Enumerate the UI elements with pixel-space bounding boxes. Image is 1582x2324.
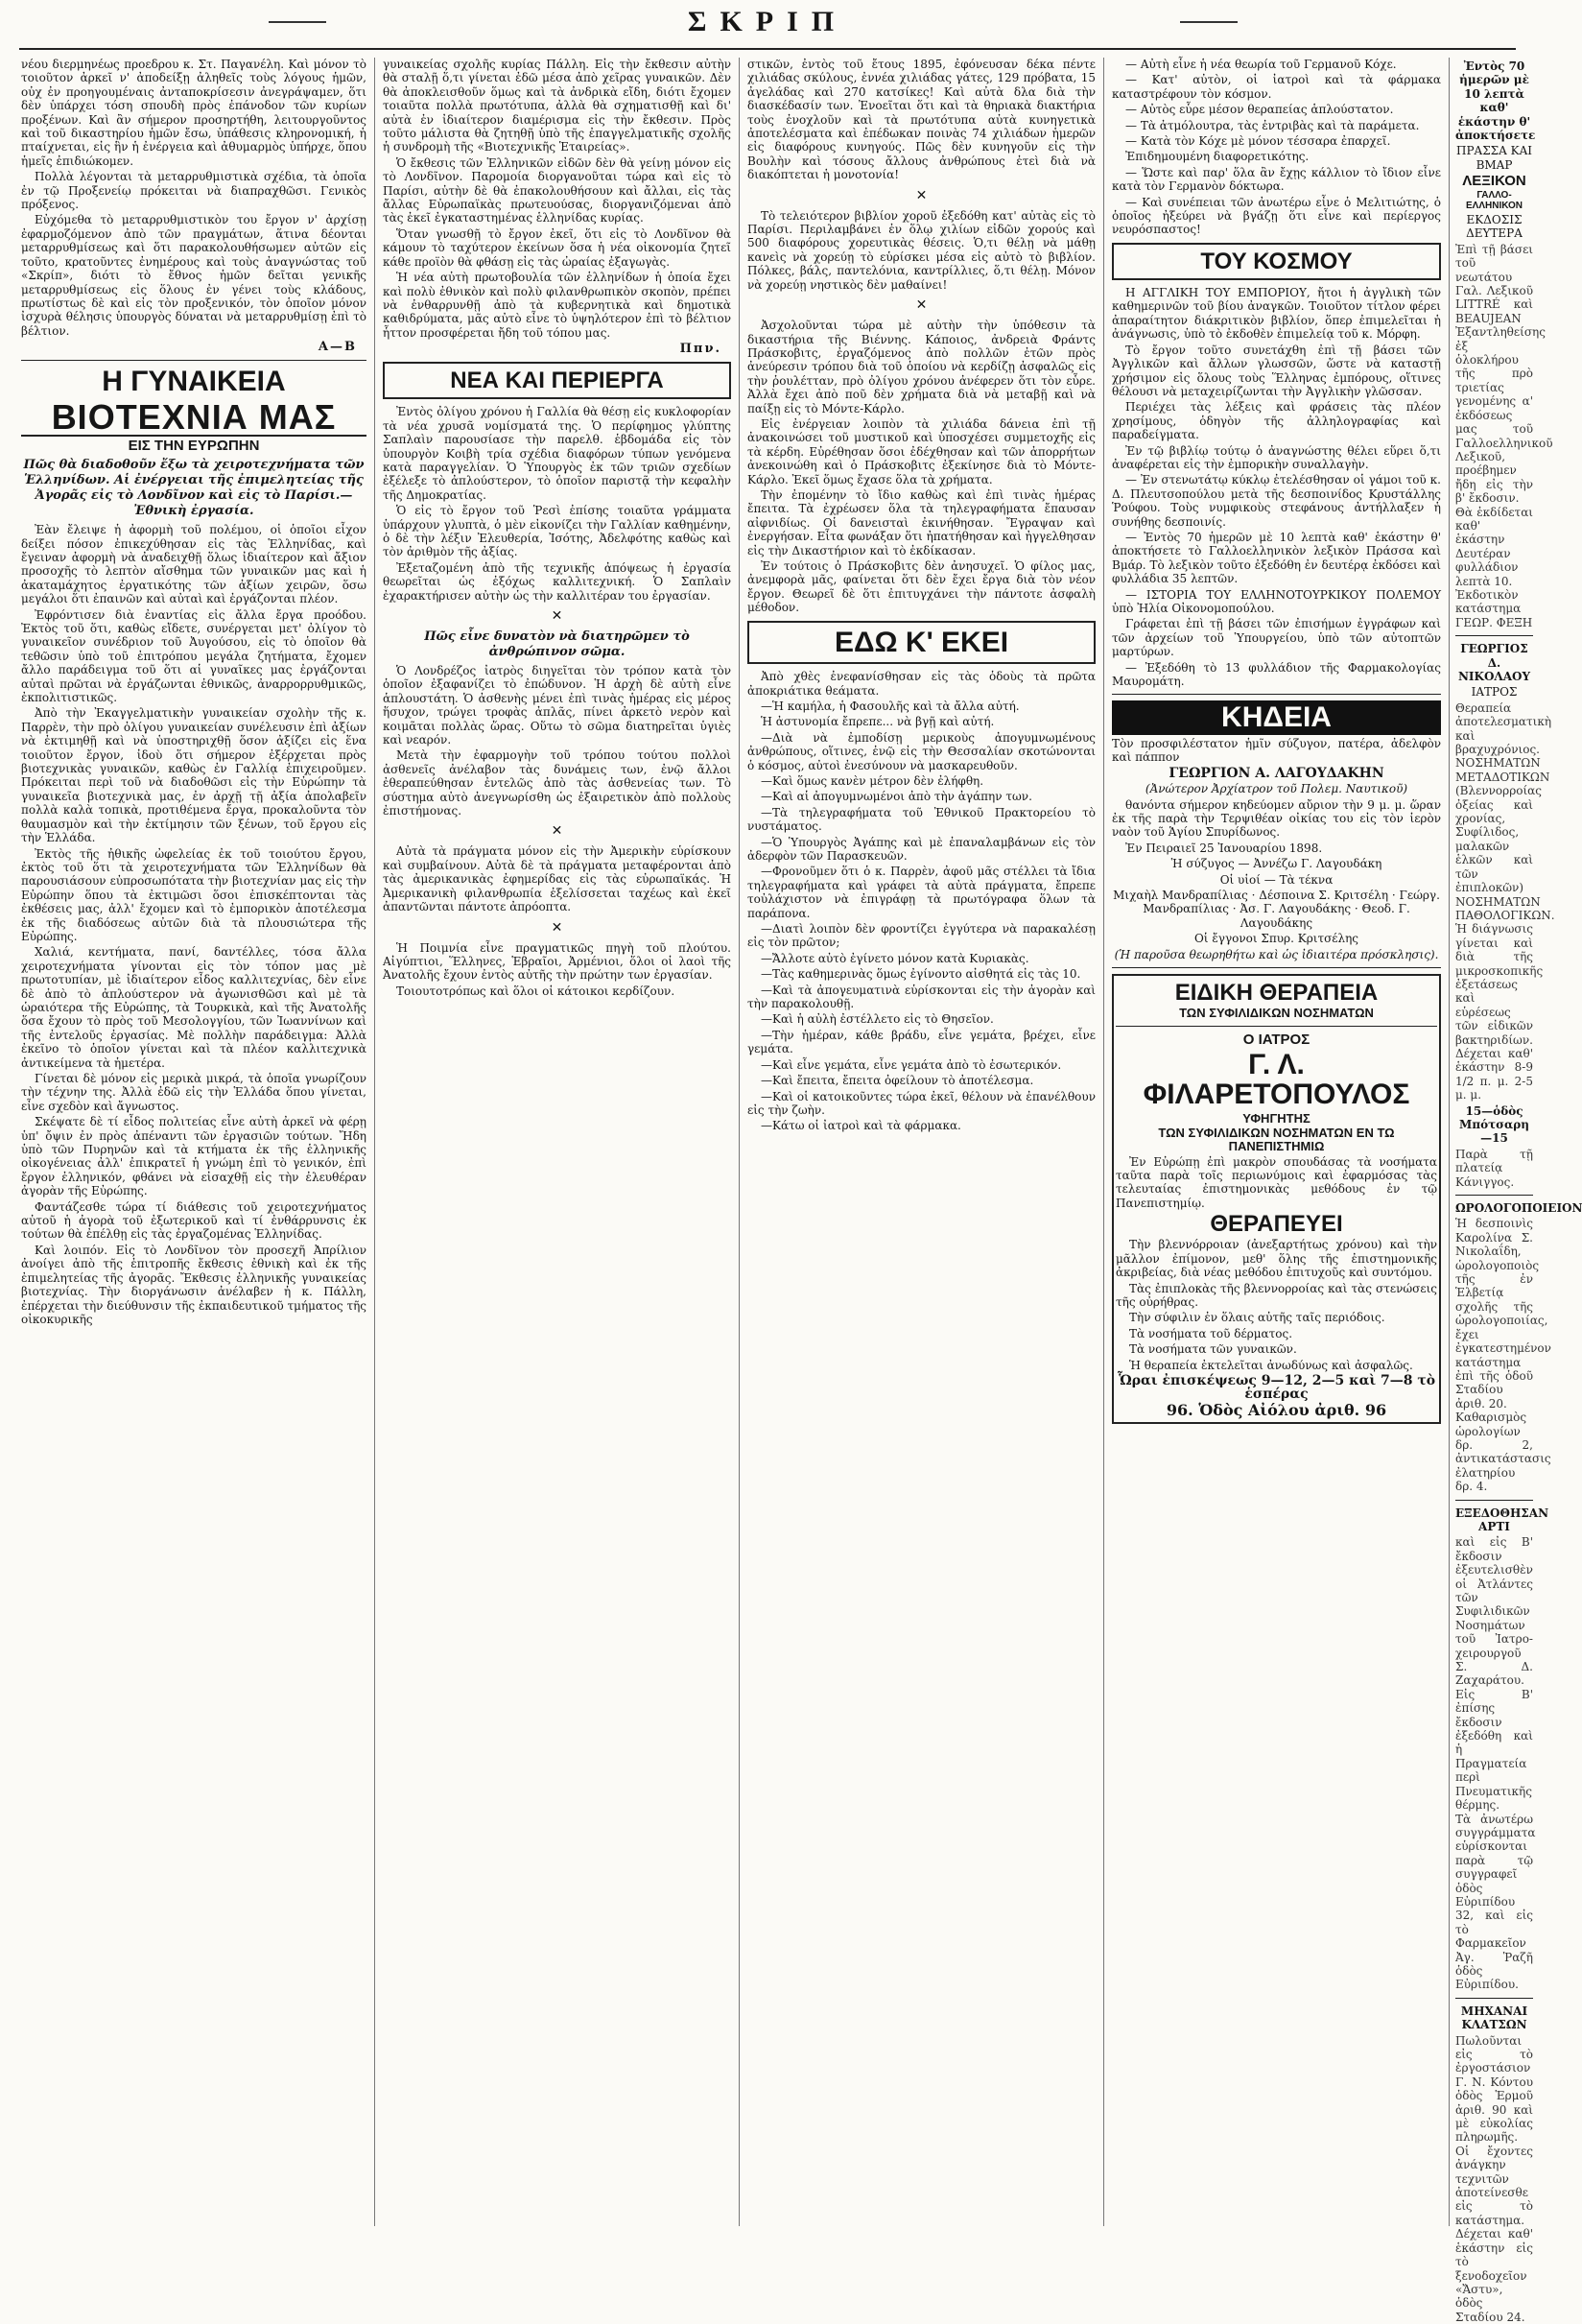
family-line: Μιχαὴλ Μανδραπίλιας · Δέσποινα Σ. Κριτσέλη · Γεώργ. Μανδραπίλιας · Ἀσ. Γ. Λαγουδάκης · Θεοδ. Γ. Λαγουδάκης xyxy=(1113,889,1440,930)
section-header-box xyxy=(383,362,731,399)
ad-subheadline: ΤΩΝ ΣΥΦΙΛΙΔΙΚΩΝ ΝΟΣΗΜΑΤΩΝ ΕΝ ΤΩ ΠΑΝΕΠΙΣΤΗΜΙΩ xyxy=(1158,1126,1395,1153)
article-paragraph: —Καὶ αἱ ἀπογυμνωμένοι ἀπὸ τὴν ἀγάπην των. xyxy=(761,790,1032,804)
headline-sub: ΕΙΣ ΤΗΝ ΕΥΡΩΠΗΝ xyxy=(128,438,260,455)
masthead-rule-right xyxy=(1180,21,1238,23)
article-paragraph: — Αὐτὴ εἶνε ἡ νέα θεωρία τοῦ Γερμανοῦ Κόχε. xyxy=(1125,58,1397,71)
ad-text: Τὰ νοσήματα τοῦ δέρματος. xyxy=(1129,1326,1293,1340)
deceased-name: ΓΕΩΡΓΙΟΝ Α. ΛΑΓΟΥΔΑΚΗΝ xyxy=(1169,765,1384,781)
section-headline: ΤΟΥ ΚΟΣΜΟΥ xyxy=(1200,248,1353,274)
section-headline: ΕΔΩ Κ' ΕΚΕΙ xyxy=(834,626,1009,658)
ad-headline: ΜΗΧΑΝΑΙ ΚΛΑΤΣΩΝ xyxy=(1460,2004,1528,2032)
ad-headline: ΓΕΩΡΓΙΟΣ Δ. ΝΙΚΟΛΑΟΥ xyxy=(1457,642,1531,683)
article-paragraph: Ἡ Ποιμνία εἶνε πραγματικῶς πηγὴ τοῦ πλούτου. Αἰγύπτιοι, Ἕλληνες, Ἑβραῖοι, Ἀρμένιοι, ὅλοι οἱ λαοὶ τῆς Ἀνατολῆς ἔχουν ἐντὸς αὐτῆς τὴν πρώτην των ἐργασίαν. xyxy=(383,940,731,983)
family-line: Οἱ υἱοί — Τὰ τέκνα xyxy=(1219,872,1334,887)
article-paragraph: —Τὰς καθημερινὰς ὅμως ἐγίνοντο αἰσθητά εἰς τὰς 10. xyxy=(761,967,1081,982)
article-paragraph: —Κάτω οἱ ἰατροὶ καὶ τὰ φάρμακα. xyxy=(761,1119,961,1133)
article-paragraph: Γράφεται ἐπὶ τῇ βάσει τῶν ἐπισήμων ἐγγράφων καὶ τῶν ἀρχείων τοῦ Ὑπουργείου, ὑπὸ τῶν αὐτοπτῶν μαρτύρων. xyxy=(1112,617,1441,659)
article-paragraph: Ὁ εἰς τὸ ἔργον τοῦ Ῥεσὶ ἐπίσης τοιαῦτα γράμματα ὑπάρχουν γλυπτὰ, ὁ μὲν εἰκονίζει τὴν Γαλλίαν καθημένην, ὁ δὲ τὴν λέξιν Ἐλευθερία, Ἰσότης, Ἀδελφότης καθὼς καὶ τὸν ἀριθμὸν τῆς ἀξίας. xyxy=(383,504,731,559)
ad-subheadline: Ο ΙΑΤΡΟΣ xyxy=(1242,1031,1310,1048)
ad-headline: Ἐντὸς 70 ἡμερῶν μὲ 10 λεπτὰ καθ' ἑκάστην θ' ἀποκτήσετε xyxy=(1455,59,1536,143)
ad-text: Ἡ δεσποινὶς Καρολίνα Σ. Νικολαΐδη, ὡρολογοποιὸς τῆς ἐν Ἑλβετίᾳ σχολῆς τῆς ὡρολογοποιίας, ἔχει ἐγκατεστημένον κατάστημα ἐπὶ τῆς ὁδοῦ Σταδίου ἀριθ. 20. xyxy=(1455,1217,1551,1411)
article-paragraph: Ἐξεταζομένη ἀπὸ τῆς τεχνικῆς ἀπόψεως ἡ ἐργασία θεωρεῖται ὡς ἐξόχως καλλιτεχνική. Ὁ Σαπλαὶν ἐχαρακτήρισεν αὐτὴν ὡς τὴν καλλιτέραν του ἐργασίαν. xyxy=(383,560,731,603)
ad-text: Τὴν σύφιλιν ἐν ὅλαις αὐτῆς ταῖς περιόδοις. xyxy=(1129,1311,1385,1325)
article-paragraph: Ἀπὸ τὴν Ἐκαγγελματικὴν γυναικείαν σχολὴν τῆς κ. Παρρὲν, τὴν πρὸ ὀλίγου γυναικείαν συνέλευσιν ἐπὶ ἀξίων νὰ ἐκτιμηθῇ καὶ νὰ ὑποστηριχθῇ ὅσον ἀξίζει εἰς ἕνα τοιοῦτον ἔργον, ἰδοὺ ὅτι σήμερον ἐξέρχεται πρὸς βιοτεχνικὰς γυναικῶν, καθὼς ἐν Γαλλίᾳ ἐπιχειροῦμεν. Πρόκειται περὶ τοῦ νὰ διαδοθῶσι εἰς τὴν Εὐρώπην τὰ γυναικεῖα βιοτεχνικὰ μας, ἐν ἀρχῇ τῇ ἀξία ἀπολαβεῖν πολλὰ καλὰ τοπικὰ, προτιθέμενα ἔργα, προκαλοῦντα τὸν θαυμασμὸν καὶ τὴν ἐκτίμησιν τῶν ξένων, τοῦ ἔργου εἰς τὴν Ἑλλάδα. xyxy=(21,706,366,845)
ad-subheadline: ΕΚΔΟΣΙΣ ΔΕΥΤΕΡΑ xyxy=(1466,213,1523,241)
article-paragraph: —Τὴν ἡμέραν, κάθε βράδυ, εἶνε γεμάτα, βρέχει, εἶνε γεμάτα. xyxy=(747,1028,1096,1056)
article-paragraph: — Καὶ συνέπειαι τῶν ἀνωτέρω εἶνε ὁ Μελιτιώτης, ὁ ὁποῖος ἠξεύρει νὰ βγάζῃ ὅτι εἶνε καὶ περίεργος νευρόσπαστος! xyxy=(1112,195,1441,237)
article-paragraph: νέου διερμηνέως προεδρου κ. Στ. Παγανέλη. Καὶ μόνον τὸ τοιοῦτον ἀρκεῖ ν' ἀποδείξῃ ἀληθεῖς τοὺς λόγους ἡμῶν, οὐχ ἐν προηγουμέναις ἀνταποκρίσεσιν ἀνεγράψαμεν, ὅτι δὲν ὑπάρχει τόση σπουδὴ πρὸς ἐπάνοδον τῶν κυρίων προξένων. Καὶ ἂν σήμερον προσηρτήθη, λειτουργοῦντος καὶ τοῦ δικαστηρίου ἡμῶν ἔσω, ὑπάθεσις κληρονομική, ἡ πταίχνεται, εἰς ἣν ἡ ἐνέργεια καὶ ἀθυμαρμὸς ὑπήρχε, ὅπου ἡμεῖς ἐπιδιώκομεν. xyxy=(21,58,366,168)
family-line: (Ἡ παροῦσα θεωρηθήτω καὶ ὡς ἰδιαιτέρα πρόσκλησις). xyxy=(1114,947,1439,961)
section-headline: ΝΕΑ ΚΑΙ ΠΕΡΙΕΡΓΑ xyxy=(450,368,664,394)
ad-text: Τὰ ἀνωτέρω συγγράμματα εὑρίσκονται παρὰ τῷ συγγραφεῖ ὁδὸς Εὐριπίδου 32, καὶ εἰς τὸ Φαρμακεῖον Ἀγ. Ῥαζῆ ὁδὸς Εὐριπίδου. xyxy=(1455,1812,1536,1992)
article-paragraph: Η ΑΓΓΛΙΚΗ ΤΟΥ ΕΜΠΟΡΙΟΥ, ἤτοι ἡ ἀγγλικὴ τῶν καθημερινῶν τοῦ βίου ἀναγκῶν. Τοιοῦτον τίτλον φέρει ἀπαραίτητον διάκριτικὸν βιβλίον, ὅπερ ἐπιμελεῖται ἡ ἀνάγνωσις, ὑπὸ τὸ ἐκδοθὲν ἐπιμελείᾳ τοῦ κ. Μόρφη. xyxy=(1112,286,1441,342)
ad-text: καὶ εἰς Β' ἔκδοσιν ἐξευτελισθὲν οἱ Ἀτλάντες τῶν Συφιλιδικῶν Νοσημάτων τοῦ Ἰατρο-χειρουργοῦ Σ. Δ. Ζαχαράτου. xyxy=(1455,1535,1533,1688)
article-paragraph: Τοιουτοτρόπως καὶ ὅλοι οἱ κάτοικοι κερδίζουν. xyxy=(396,984,675,998)
article-paragraph: Ἐὰν ἔλειψε ἡ ἀφορμὴ τοῦ πολέμου, οἱ ὁποῖοι εἶχον δείξει πόσον ἐπικεχύθησαν εἰς τὰς Ἑλληνίδας, καὶ ἔγειναν ἀφορμὴ νὰ ἀναδειχθῇ ὅλως ἰδιαίτερον καὶ ἄξιον προσοχῆς τὸ λεπτὸν αἴσθημα τῶν γυναικῶν μας καὶ ἡ ἀκαταμάχητος ἐργατικότης τῶν ἀξίων χειρῶν, ὅσω μεγάλοι ὅτι ἐπαινῶν καὶ αὐταὶ καὶ ἐργάζονται πλέον. xyxy=(21,523,366,606)
separator-mark: ✕ xyxy=(915,187,928,203)
ad-text: Παρὰ τῇ πλατείᾳ Κάνιγγος. xyxy=(1455,1147,1533,1189)
article-paragraph: —Τὰ τηλεγραφήματα τοῦ Ἐθνικοῦ Πρακτορείου τὸ νυστάματος. xyxy=(747,805,1096,834)
separator-mark: ✕ xyxy=(551,823,563,840)
divider xyxy=(1455,635,1533,636)
article-paragraph: —Καὶ ὅμως κανὲν μέτρον δὲν ἐλήφθη. xyxy=(761,773,984,788)
separator-mark: ✕ xyxy=(551,919,563,936)
headline: Η ΓΥΝΑΙΚΕΙΑ xyxy=(102,366,286,398)
article-paragraph: —Διατὶ λοιπὸν δὲν φροντίζει ἐγγύτερα νὰ παρακαλέσῃ εἰς τὸν πρῶτον; xyxy=(747,922,1096,950)
divider xyxy=(1455,1195,1533,1196)
article-paragraph: — Κατὰ τὸν Κόχε μὲ μόνον τέσσαρα ἐπαρχεῖ. xyxy=(1125,134,1391,149)
ad-text: Δέχεται καθ' ἑκάστην 8-9 1/2 π. μ. 2-5 μ. μ. xyxy=(1455,1046,1533,1103)
article-paragraph: Ὁ Λονδρέζος ἰατρὸς διηγεῖται τὸν τρόπον κατὰ τὸν ὁποῖον ἐξαφανίζει τὸ ἐπώδυνον. Ἡ ἀρχὴ δὲ αὐτὴ εἶνε ἁπλουστάτη. Ὁ ἀσθενὴς μένει ἐπὶ τινὰς ἡμέρας εἰς μέρος ἥσυχον, τρώγει τροφὰς ἀπλᾶς, πίνει ἀρκετὸ νερὸν καὶ κοιμᾶται πολλὰς ὥρας. Οὕτω τὸ σῶμα διατηρεῖται ὑγιὲς καὶ νεαρόν. xyxy=(383,664,731,747)
ad-text: Πωλοῦνται εἰς τὸ ἐργοστάσιον Γ. Ν. Κόντου ὁδὸς Ἑρμοῦ ἀριθ. 90 καὶ μὲ εὐκολίας πληρωμῆς. xyxy=(1455,2033,1533,2145)
ad-text: Τὰ νοσήματα τῶν γυναικῶν. xyxy=(1129,1342,1297,1357)
section-header-box xyxy=(747,621,1096,665)
family-line: Ἡ σύζυγος — Ἀννέζω Γ. Λαγουδάκη xyxy=(1170,857,1382,871)
article-paragraph: Ἐπιδημουμένη διαφορετικότης. xyxy=(1125,150,1310,164)
article-paragraph: Ἀσχολοῦνται τώρα μὲ αὐτὴν τὴν ὑπόθεσιν τὰ δικαστήρια τῆς Βιέννης. Κάποιος, ἀνδρειὰ Φράντς Πράσκοβιτς, ἐργαζόμενος ἀπὸ πολλῶν ἐτῶν πρὸς ἀνεύρεσιν τρόπου διὰ τοῦ ὁποίου νὰ κερδίζῃ ἀσφαλῶς εἰς τὴν ῥουλέτταν, πρὸ ὀλίγου χρόνου ἀνέφερεν ὅτι τὸν εὗρε. Ἀλλὰ ἔχει ἀπὸ ποῦ δὲν χρήματα διὰ νὰ μεταβῇ καὶ νὰ παίξῃ εἰς τὸ Μόντε-Κάρλο. xyxy=(747,319,1096,415)
article-paragraph: —Ἡ καμήλα, ἡ Φασουλῆς καὶ τὰ ἄλλα αὐτή. xyxy=(761,699,1020,713)
ad-headline: ΕΙΔΙΚΗ ΘΕΡΑΠΕΙΑ xyxy=(1174,980,1379,1007)
ad-subheadline: ΠΡΑΣΣΑ ΚΑΙ ΒΜΑΡ xyxy=(1455,144,1533,172)
article-paragraph: Ἀπὸ χθὲς ἐνεφανίσθησαν εἰς τὰς ὁδοὺς τὰ πρῶτα ἀποκριάτικα θεάματα. xyxy=(747,670,1096,698)
article-paragraph: γυναικείας σχολῆς κυρίας Πάλλη. Εἰς τὴν ἔκθεσιν αὐτὴν θὰ σταλῇ ὅ,τι γίνεται ἐδῶ μέσα ἀπὸ χεῖρας γυναικῶν. Δὲν θὰ ἀποκλεισθοῦν ὅμως καὶ τὰ ἀνδρικὰ εἴδη, διότι ἔχομεν τοιαῦτα πολλὰ πρωτότυπα, ἀλλὰ θὰ σχηματισθῇ καὶ δι' αὐτὰ ἐν ἰδιαίτερον διαμέρισμα εἰς τὴν ἔκθεσιν. Πρὸς τοῦτο μάλιστα θὰ ζητηθῇ ὑπὸ τῆς ἐπαγγελματικῆς σχολῆς ἡ συνδρομὴ τῆς «Βιοτεχνικῆς Ἑταιρείας». xyxy=(383,58,731,154)
ad-text: ΝΟΣΗΜΑΤΩΝ ΜΕΤΑΔΟΤΙΚΩΝ (Βλεννορροίας ὀξείας καὶ χρονίας, Συφίλιδος, μαλακῶν ἑλκῶν καὶ τῶν ἐπιπλοκῶν) ΝΟΣΗΜΑΤΩΝ ΠΑΘΟΛΟΓΙΚΩΝ. xyxy=(1455,756,1555,922)
article-signature: Α—Β xyxy=(318,340,357,355)
separator-mark: ✕ xyxy=(915,297,928,314)
divider xyxy=(1455,1500,1533,1501)
column-4 xyxy=(1103,58,1449,2226)
article-paragraph: —Καὶ τὰ ἀπογευματινὰ εὑρίσκονται εἰς τὴν ἀγορὰν καὶ τὴν παρακολουθῇ. xyxy=(747,983,1096,1011)
article-paragraph: στικῶν, ἐντὸς τοῦ ἔτους 1895, ἐφόνευσαν δέκα πέντε χιλιάδας σκύλους, ἐννέα χιλιάδας γάτες, 129 πρόβατα, 15 ἀγελάδας καὶ 270 κατσίκες! Καὶ αὐτὰ δλα διὰ τὴν διασκέδασίν των. Ἐνοεῖται ὅτι καὶ τὰ θηριακὰ διακτήρια τοὺς ἐνοχλοῦν καὶ τὰ πρωτότυπα αὐτὰ κυνηγετικὰ ἀποτελέσματα καὶ ἐπέδωκαν ποινὰς 74 χιλιάδων ἡμερῶν εἰς διαφόρους κυνηγούς. Πῶς δὲν κυνηγοῦν εἰς τὴν Βουλὴν καὶ τόσους ἄλλους ἀνθρώπους ἐτεὶ διὰ νὰ διακόπτεται ἡ μονοτονία! xyxy=(747,58,1096,182)
section-header-box xyxy=(1112,243,1441,280)
article-paragraph: Ἐν τῷ βιβλίῳ τούτῳ ὁ ἀναγνώστης θέλει εὕρει ὅ,τι ἀναφέρεται εἰς τὴν ἐμπορικὴν συναλλαγὴν. xyxy=(1112,443,1441,471)
article-paragraph: Περιέχει τὰς λέξεις καὶ φράσεις τὰς πλέον χρησίμους, ὁδηγὸν τῆς ἀλληλογραφίας καὶ παραδείγματα. xyxy=(1112,400,1441,442)
ad-doctor-name: Γ. Λ. ΦΙΛΑΡΕΤΟΠΟΥΛΟΣ xyxy=(1143,1048,1410,1111)
funeral-text: Τὸν προσφιλέστατον ἡμῖν σύζυγον, πατέρα, ἀδελφὸν καὶ πάππον xyxy=(1112,736,1441,765)
article-paragraph: Ἐφρόντισεν διὰ ἐναντίας εἰς ἄλλα ἔργα προόδου. Ἐκτὸς τοῦ ὅτι, καθὼς εἴδετε, συνέργεται μετ' ὀλίγον τὸ γυναικεῖον συνέδριον τοῦ Ἀυγούσου, εἰς τὸ ὁποῖον θὰ τεθῶσιν ὑπὸ τοῦ ἐπιτρόπου μεγάλα ζητήματα, ἔχομεν ἄλλο παράδειγμα τοῦ ὅτι αἱ γυναῖκες μας ἐργάζονται αὐταὶ πρῶται νὰ ἐργάζωνται ἐθνικῶς, ἀναρρορρυθμικῶς, ἐκπολιτιστικῶς. xyxy=(21,607,366,705)
article-paragraph: —Φρονοῦμεν ὅτι ὁ κ. Παρρὲν, ἀφοῦ μᾶς στέλλει τὰ ἴδια τηλεγραφήματα καὶ γράφει τὰ αὐτὰ πράγματα, ἔπρεπε τοὐλάχιστον νὰ ἐπιγράφῃ τὰ πρωτόγραφα ὅλων τὰ παράπονα. xyxy=(747,865,1096,920)
article-paragraph: Ἡ νέα αὐτὴ πρωτοβουλία τῶν ἑλληνίδων ἡ ὁποία ἔχει καὶ πολὺ ἐθνικὸν καὶ πολὺ φιλανθρωπικὸν σκοπὸν, πρέπει νὰ ἐνθαρρυνθῇ ἀπὸ τὰ κυβερνητικὰ καὶ δημοτικὰ καθιδρύματα, μᾶς αὐτὸ εἶνε τὸ ὑψηλότερον ἐπὶ τὸ βέλτιον ἧττον προσφέρεται ἤδη τοῦ τόπου μας. xyxy=(383,271,731,340)
ad-headline: ΓΑΛΛΟ-ΕΛΛΗΝΙΚΟΝ xyxy=(1466,190,1523,211)
ad-text: Οἱ ἔχοντες ἀνάγκην τεχνιτῶν ἀποτείνεσθε εἰς τὸ κατάστημα. xyxy=(1455,2144,1533,2227)
article-paragraph: —Καὶ οἱ κατοικοῦντες τώρα ἐκεῖ, θέλουν νὰ ἐπανέλθουν εἰς τὴν ζωὴν. xyxy=(747,1089,1096,1117)
divider xyxy=(1112,967,1441,968)
masthead-rule xyxy=(19,48,1516,50)
divider xyxy=(1116,1026,1437,1027)
ad-address: 96. Ὁδὸς Αἰόλου ἀριθ. 96 xyxy=(1166,1400,1387,1419)
ad-text: Θὰ ἐκδίδεται καθ' ἑκάστην Δευτέραν φυλλάδιον λεπτὰ 10. xyxy=(1455,505,1533,588)
divider xyxy=(1112,694,1441,695)
ad-text: Ἡ διάγνωσις γίνεται καὶ διὰ τῆς μικροσκοπικῆς ἐξετάσεως καὶ εὑρέσεως τῶν εἰδικῶν βακτηριδίων. xyxy=(1455,922,1544,1047)
ad-text: Ἡ θεραπεία ἐκτελεῖται ἀνωδύνως καὶ ἀσφαλῶς. xyxy=(1129,1358,1413,1372)
ad-text: Ἐκδοτικὸν κατάστημα ΓΕΩΡ. ΦΕΞΗ xyxy=(1455,587,1533,629)
article-paragraph: Ὁ ἔκθεσις τῶν Ἑλληνικῶν εἰδῶν δὲν θὰ γείνῃ μόνον εἰς τὸ Λονδῖνον. Παρομοία διοργανοῦται τώρα καὶ εἰς τὸ Παρίσι, αὐτὴν δὲ θὰ ἐπακολουθήσουν καὶ ἄλλαι, εἰς τὰς ἄλλας Εὐρωπαϊκὰς πρωτευούσας, διοργανιζόμεναι ἀπὸ τὰς ἐκεῖ ἐγκαταστημένας ἑλληνίδας κυρίας. xyxy=(383,155,731,225)
article-paragraph: — Ἐξεδόθη τὸ 13 φυλλάδιον τῆς Φαρμακολογίας Μαυρομάτη. xyxy=(1112,660,1441,689)
ad-headline: ΩΡΟΛΟΓΟΠΟΙΕΙΟΝ xyxy=(1455,1201,1582,1216)
article-paragraph: Πολλὰ λέγονται τὰ μεταρρυθμιστικὰ σχέδια, τὰ ὁποῖα ἐν τῷ Προξενείῳ πρόκειται νὰ διαπραχθῶσι. Γενικὸς πρόξενος. xyxy=(21,170,366,212)
article-paragraph: Εἰς ἐνέργειαν λοιπὸν τὰ χιλιάδα δάνεια ἐπὶ τῇ ἀνακοινώσει τοῦ μυστικοῦ καὶ ὑποσχέσει συμμετοχῆς εἰς τὰ κέρδη. Εὐρέθησαν ὅσοι ἐδέχθησαν καὶ τῶν ἀπορρήτων ἀνεκοινώθη καὶ ὁ Πράσκοβιτς ἐξεκίνησε διὰ τὸ Μόντε-Κάρλο. Ἐκεῖ ὅμως ἔχασε ὅλα τὰ χρήματα. xyxy=(747,416,1096,486)
column-5 xyxy=(1449,58,1582,2324)
ad-text: Τὴν βλεννόρροιαν (ἀνεξαρτήτως χρόνου) καὶ τὴν μᾶλλον ἐπίμονον, μεθ' ὅλης τῆς ἐπιστημονικῆς ἀκριβείας, διὰ νέας μεθόδου ἐπιτυχοῦς καὶ συντόμου. xyxy=(1116,1238,1437,1280)
article-paragraph: Καὶ λοιπόν. Εἰς τὸ Λονδῖνον τὸν προσεχῆ Ἀπρίλιον ἀνοίγει ἀπὸ τῆς ἐπιτροπῆς ἔκθεσις ἐθνικὴ καὶ ἐκ τῆς ἐπιμελητείας τῆς ἀγορᾶς. Ἔκθεσις ἐλληνικῆς γυναικείας βιοτεχνίας. Τὴν διοργάνωσιν ἀνέλαβεν ἡ κ. Πάλλη, ἐπέρχεται τὴν διεύθυνσιν τῆς ἐκπαιδευτικοῦ τμήματος τῆς οἰκοκυρικῆς xyxy=(21,1243,366,1326)
article-paragraph: Ἐκτὸς τῆς ἠθικῆς ὠφελείας ἐκ τοῦ τοιούτου ἔργου, ἐκτὸς τοῦ ὅτι τὰ χειροτεχνήματα τῶν Ἑλληνίδων θὰ παρουσιάσουν εὐπροσωπότατα τὴν βιοτεχνίαν μας εἰς τὴν Εὐρώπην ὅπου τὰ ἐκτιμῶσι ὅσοι ἐπισκέπτονται τὰς ἐκθέσεις μας, ἀλλ' ἔχομεν καὶ τὸ ἐμπορικὸν ἀποτέλεσμα ἐκ τῆς διαδόσεως αὐτῶν διὰ τὰ πλουσιώτερα τῆς Εὐρώπης. xyxy=(21,846,366,943)
article-paragraph: — ΙΣΤΟΡΙΑ ΤΟΥ ΕΛΛΗΝΟΤΟΥΡΚΙΚΟΥ ΠΟΛΕΜΟΥ ὑπὸ Ἠλία Οἰκονομοπούλου. xyxy=(1112,587,1441,615)
ad-text: Τὰς ἐπιπλοκὰς τῆς βλεννορροίας καὶ τὰς στενώσεις τῆς οὐρήθρας. xyxy=(1116,1281,1437,1309)
article-paragraph: —Ὁ Ὑπουργὸς Ἀγάπης καὶ μὲ ἐπαναλαμβάνων εἰς τὸν ἀδερφὸν τῶν Παρασκευῶν. xyxy=(747,835,1096,863)
article-paragraph: —Καὶ εἶνε γεμάτα, εἶνε γεμάτα ἀπὸ τὸ ἐσωτερικόν. xyxy=(761,1057,1062,1072)
family-line: Οἱ ἔγγονοι Σπυρ. Κριτσέλης xyxy=(1193,932,1359,946)
funeral-text: θανόντα σήμερον κηδεύομεν αὔριον τὴν 9 μ. μ. ὥραν ἐκ τῆς παρὰ τὴν Τερψιθέαν οἰκίας του εἰς τὸν ἱερὸν ναὸν τοῦ Ἁγίου Σπυρίδωνος. xyxy=(1112,797,1441,840)
article-paragraph: Χαλιά, κεντήματα, πανί, δαντέλλες, τόσα ἄλλα χειροτεχνήματα γίνονται εἰς τὸν τόπον μας μὲ πρωτοτυπίαν, μὲ ἰδιαίτερον εἶδος καλλιτεχνίας, δὲν εἶνε δὲ ἀπὸ τὸ ἀπλούστερον νὰ ἀγωνισθῶσι καὶ μὲ τὰ ὡραιότερα τῆς Εὐρώπης, τὰ Τουρκικὰ, καὶ τῆς Ἀνατολῆς ὅσα ἔχουν τὸ πρὸς τοῦ Μεσολογγίου, τῶν Ἰωαννίνων καὶ τῆς ἐντελοῦς ἐργασίας. Μὲ πολλὴν παράδειγμα: Ἀλλὰ ἐκεῖνο τὸ ὁποῖον γίνεται καὶ τὰ πλέον καλλιτεχνικὰ ἀντικείμενα τὰ ἡμετέρα. xyxy=(21,945,366,1070)
divider xyxy=(21,360,366,361)
ad-headline: ΘΕΡΑΠΕΥΕΙ xyxy=(1210,1211,1343,1238)
article-paragraph: Ὅταν γνωσθῇ τὸ ἔργον ἐκεῖ, ὅτι εἰς τὸ Λονδῖνον θὰ κάμουν τὸ ταχύτερον ἐκείνων ὅσα ἡ νέα οἰκονομία ζητεῖ κάθε προϊὸν θὰ φθάσῃ εἰς τὰς ὠραίας ἐξαγωγὰς. xyxy=(383,226,731,269)
article-paragraph: Εὐχόμεθα τὸ μεταρρυθμιστικὸν του ἔργον ν' ἀρχίσῃ ἐφαρμοζόμενον ἀπὸ τῶν πραγμάτων, ἅτινα δέονται μεταρρυθμίσεως καὶ ὅτι παρακολουθήσωμεν αὐτῶν εἰς τοῦτο, κρατοῦντες ἐνημέρους καὶ τοὺς ἀναγνώστας τοῦ «Σκρίπ», διότι τὸ ἔθνος ἡμῶν δεῖται γενικῆς μεταρρυθμίσεως εἰς ὅλους ἐν γένει τοὺς κλάδους, πρωτίστως δὲ καὶ εἰς τὸν προξενικόν, τὸν ὁποῖον μόνον ἰσχυρὰ θέλησις ὑπουργὸς δύναται νὰ μεταρρυθμίσῃ ἐπὶ τὸ βέλτιον. xyxy=(21,213,366,338)
ad-text: Δέχεται καθ' ἑκάστην εἰς τὸ ξενοδοχεῖον «Ἄστυ», ὁδὸς Σταδίου 24. xyxy=(1455,2227,1533,2324)
ad-text: Καθαρισμὸς ὡρολογίων δρ. 2, ἀντικατάστασις ἐλατηρίου δρ. 4. xyxy=(1455,1411,1551,1494)
article-paragraph: Τὸ τελειότερον βιβλίον χοροῦ ἐξεδόθη κατ' αὐτὰς εἰς τὸ Παρίσι. Περιλαμβάνει ἐν ὅλῳ χιλίων εἰδῶν χορούς καὶ 500 διαφόρους χορευτικὰς θέσεις. Ὁ,τι θέλῃ νὰ μάθῃ κανεὶς νὰ χορεύῃ τὸ εὑρίσκει μέσα εἰς αὐτὸ τὸ βιβλίον. Πόλκες, βάλς, παντελόνια, καντρίλλιες, ὅ,τι θέλῃ. Μόνον νὰ χορεύῃ νηστικὸς δὲν μαθαίνει! xyxy=(747,208,1096,292)
article-paragraph: — Ἐντὸς 70 ἡμερῶν μὲ 10 λεπτὰ καθ' ἑκάστην θ' ἀποκτήσετε τὸ Γαλλοελληνικὸν λεξικὸν Πράσσα καὶ Βμάρ. Τὸ λεξικὸν τοῦτο ἐξεδόθη ἐν δευτέρᾳ ἐκδόσει καὶ φυλλάδια 35 λεπτῶν. xyxy=(1112,530,1441,586)
ad-text: Ἐξαντληθείσης ἐξ ὁλοκλήρου τῆς πρὸ τριετίας γενομένης α' ἐκδόσεως μας τοῦ Γαλλοελληνικοῦ Λεξικοῦ, προέβημεν ἤδη εἰς τὴν β' ἔκδοσιν. xyxy=(1455,325,1553,506)
article-paragraph: — Ὥστε καὶ παρ' ὅλα ἂν ἔχῃς κάλλιον τὸ ἴδιον εἶνε κατὰ τὸν Γερμανὸν δόκτωρα. xyxy=(1112,165,1441,194)
article-paragraph: Ἐν τούτοις ὁ Πράσκοβιτς δὲν ἀνησυχεῖ. Ὁ φίλος μας, ἀνεμφορὰ μᾶς, φαίνεται ὅτι δὲν ἔχει ἔργα διὰ τὸν νέον ἔργον. Θεωρεῖ δὲ ὅτι ἐπιτυγχάνει τὴν πάντοτε ἀσφαλὴ μέθοδον. xyxy=(747,559,1096,615)
article-paragraph: Γίνεται δὲ μόνον εἰς μερικὰ μικρά, τὰ ὁποῖα γνωρίζουν τὴν τέχνην της. Ἀλλὰ ἐδῶ εἰς τὴν Ἑλλάδα ὅπου γίνεται, εἶνε σχεδὸν καὶ ἄγνωστος. xyxy=(21,1072,366,1113)
column-3 xyxy=(739,58,1103,2226)
separator-mark: ✕ xyxy=(551,608,563,624)
headline: ΒΙΟΤΕΧΝΙΑ ΜΑΣ xyxy=(21,399,366,438)
article-paragraph: Σκέψατε δὲ τί εἶδος πολιτείας εἶνε αὐτὴ ἀρκεῖ νὰ φέρῃ ὑπ' ὄψιν ἐν πρὸς ἀπέναντι τῶν ἐργασιῶν τούτων. Ἤδη ὑπὸ τῶν Πυρηνῶν καὶ τὰ κτήματα ἐκ τῆς ἑλληνικῆς οἰκογένειας ἀλλ' ἐπικρατεῖ ἡ γνώμη ἐπὶ τὸ γενικόν, ἐπὶ ἔργον ἐλληνικόν, φθάνει νὰ εἰσαχθῇ εἰς τὴν ἐλευθέραν ἀγορὰν τῆς Εὐρώπης. xyxy=(21,1115,366,1198)
ad-text: Ἐν Εὐρώπῃ ἐπὶ μακρὸν σπουδάσας τὰ νοσήματα ταῦτα παρὰ τοῖς περιωνύμοις καὶ ἐφαρμόσας τὰς τελευταίας ἐπιστημονικὰς μεθόδους ἐν τῷ Πανεπιστημίῳ. xyxy=(1116,1154,1437,1210)
ad-hours: Ὧραι ἐπισκέψεως 9—12, 2—5 καὶ 7—8 τὸ ἑσπέρας xyxy=(1117,1373,1436,1403)
ad-subheadline: ΥΦΗΓΗΤΗΣ xyxy=(1242,1110,1310,1126)
ad-headline: ΛΕΞΙΚΟΝ xyxy=(1462,173,1526,190)
article-paragraph: Μετὰ τὴν ἐφαρμογὴν τοῦ τρόπου τούτου πολλοὶ ἀσθενεῖς ἀνέλαβον τὰς δυνάμεις των, ἐνῷ ἄλλοι ἐθεραπεύθησαν ἐντελῶς ἀπὸ τὰς ἀσθενείας των. Τὸ σύστημα αὐτὸ ἀνεγνωρίσθη ὡς ἐξαιρετικὸν ἀπὸ πολλοὺς ἐπιστήμονας. xyxy=(383,748,731,818)
column-1 xyxy=(13,58,374,2226)
article-paragraph: —Διὰ νὰ ἐμποδίσῃ μερικοὺς ἀπογυμνωμένους ἀνθρώπους, οἵτινες, ἐνῷ εἰς τὴν Θεσσαλίαν σκοτώνονται ὁ κόσμος, αὐτοὶ ἐνεσύνουν νὰ μασκαρευθοῦν. xyxy=(747,730,1096,772)
article-paragraph: — Ἐν στενωτάτῳ κύκλῳ ἐτελέσθησαν οἱ γάμοι τοῦ κ. Δ. Πλευτσοπούλου μετὰ τῆς δεσποινίδος Κρυστάλλης Ῥούφου. Τοὺς νυμφικοὺς στεφάνους ἀντήλλαξεν ἡ συνήθης δεσποινίς. xyxy=(1112,473,1441,529)
article-paragraph: —Καὶ ἡ αὐλὴ ἐστέλλετο εἰς τὸ Θησεῖον. xyxy=(761,1012,994,1027)
article-paragraph: — Τὰ ἀτμόλουτρα, τὰς ἐντριβὰς καὶ τὰ παράμετα. xyxy=(1125,118,1420,132)
article-paragraph: Τὴν ἐπομένην τὸ ἴδιο καθὼς καὶ ἐπὶ τινὰς ἡμέρας ἔπειτα. Τὰ ἐχρέωσεν ὅλα τὰ τηλεγραφήματα ἔπαυσαν αἰφνιδίως. Οἱ δανεισταὶ ἐκινήθησαν. Ἔγραψαν καὶ ἐνεργήσαν. Εἶτα φωνάξαν ὅτι ἠπατήθησαν καὶ ἠγγελθησαν εἰς τὴν Δικαστήριον καὶ τὸ ἐκδίκασαν. xyxy=(747,487,1096,557)
funeral-notice-title: ΚΗΔΕΙΑ xyxy=(1112,700,1441,735)
article-paragraph: Φαντάζεσθε τώρα τί διάθεσις τοῦ χειροτεχνήματος αὐτοῦ ἡ ἀγορὰ τοῦ ἐξωτερικοῦ καὶ τί ἐνθάρρυνσις ἐκ τούτων θὰ ἐπέλθῃ εἰς τὰς ἐργαζομένας Ἑλληνίδας. xyxy=(21,1199,366,1242)
article-paragraph: Τὸ ἔργον τοῦτο συνετάχθη ἐπὶ τῇ βάσει τῶν Ἀγγλικῶν καὶ ἄλλων γλωσσῶν, ὥστε νὰ καταστῇ χρήσιμον εἰς ὅλους τοὺς Ἕλληνας ἐμπόρους, οἵτινες θέλουσι νὰ μεταχειρίζωνται τὴν Ἀγγλικὴν γλῶσσαν. xyxy=(1112,343,1441,398)
ad-address: 15—ὁδὸς Μπότσαρη—15 xyxy=(1459,1103,1529,1146)
column-2 xyxy=(374,58,739,2226)
article-paragraph: Ἡ ἀστυνομία ἔπρεπε... νὰ βγῇ καὶ αὐτή. xyxy=(761,715,995,729)
article-paragraph: — Αὐτὸς εὗρε μέσον θεραπείας ἁπλούστατον. xyxy=(1125,103,1394,117)
article-subheading: Πῶς εἶνε δυνατὸν νὰ διατηρῶμεν τὸ ἀνθρώπινον σῶμα. xyxy=(424,629,690,659)
divider xyxy=(1455,1998,1533,1999)
ad-subheadline: ΙΑΤΡΟΣ xyxy=(1471,685,1518,700)
article-paragraph: Αὐτὰ τὰ πράγματα μόνον εἰς τὴν Ἀμερικὴν εὑρίσκουν καὶ συμβαίνουν. Αὐτὰ δὲ τὰ πράγματα μεταφέρονται ἀπὸ τὰς ἀμερικανικὰς ἐφημερίδας εἰς τὰς εὐρωπαϊκάς. Ἡ Ἀμερικανικὴ φιλανθρωπία ἐξελίσσεται ταχέως καὶ ἐκεῖ ἀπαντῶνται πάντοτε ἀπρόοπτα. xyxy=(383,844,731,914)
deceased-rank: (Ἀνώτερον Ἀρχίατρον τοῦ Πολεμ. Ναυτικοῦ) xyxy=(1145,782,1408,796)
article-subheading: Πῶς θὰ διαδοθοῦν ἔξω τὰ χειροτεχνήματα τῶν Ἑλληνίδων. Αἱ ἐνέργειαι τῆς ἐπιμελητείας τῆς Ἀγορᾶς εἰς τὸ Λονδῖνον καὶ εἰς τὸ Παρίσι.— Ἐθνικὴ ἐργασία. xyxy=(23,458,365,519)
newspaper-title: ΣΚΡΙΠ xyxy=(687,6,848,37)
ad-headline: ΕΞΕΔΟΘΗΣΑΝ ΑΡΤΙ xyxy=(1455,1506,1549,1533)
article-paragraph: —Ἄλλοτε αὐτὸ ἐγίνετο μόνον κατὰ Κυριακὰς. xyxy=(761,951,1029,965)
ad-text: Θεραπεία ἀποτελεσματικὴ καὶ βραχυχρόνιος. xyxy=(1455,700,1552,757)
ad-subheadline: ΤΩΝ ΣΥΦΙΛΙΔΙΚΩΝ ΝΟΣΗΜΑΤΩΝ xyxy=(1179,1006,1374,1021)
funeral-date: Ἐν Πειραιεῖ 25 Ἰανουαρίου 1898. xyxy=(1125,841,1323,855)
article-paragraph: Ἐντὸς ὀλίγου χρόνου ἡ Γαλλία θὰ θέσῃ εἰς κυκλοφορίαν τὰ νέα χρυσᾶ νομίσματά της. Ὁ περίφημος γλύπτης Σαπλαὶν παρουσίασε τὴν παρελθ. ἑβδομάδα εἰς τὸν ὑπουργὸν Κοιβὴ τρία σχέδια διαφόρων τύπων γενόμενα κατὰ παραγγελίαν. Ὁ Ὑπουργὸς ἐκ τῶν τριῶν σχεδίων ἐξέλεξε τὸ ἀπλούστερον, τὸ ὁποῖον παριστᾷ τὴν κεφαλὴν τῆς Δημοκρατίας. xyxy=(383,405,731,502)
article-paragraph: — Κατ' αὐτὸν, οἱ ἰατροὶ καὶ τὰ φάρμακα καταστρέφουν τὸν κόσμον. xyxy=(1112,73,1441,101)
ad-text: Ἐπὶ τῇ βάσει τοῦ νεωτάτου Γαλ. Λεξικοῦ LITTRÉ καὶ BEAUJEAN xyxy=(1455,242,1533,325)
article-paragraph: —Καὶ ἔπειτα, ἔπειτα ὀφείλουν τὸ ἀποτέλεσμα. xyxy=(761,1074,1034,1088)
ad-text: Εἰς Β' ἐπίσης ἔκδοσιν ἐξεδόθη καὶ ἡ Πραγματεία περὶ Πνευματικῆς θέρμης. xyxy=(1455,1687,1533,1813)
article-signature: Ππν. xyxy=(679,342,721,357)
doctor-ad xyxy=(1112,974,1441,1424)
